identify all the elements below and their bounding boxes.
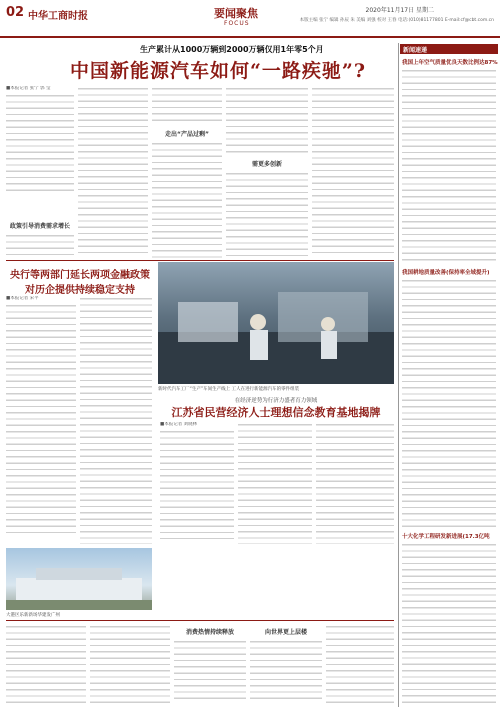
article2-photo-caption: 大港区乐新新场华建发广州	[6, 613, 60, 618]
stadium-image	[6, 548, 152, 610]
lead-subhead-4: 消费热情持续释放	[185, 629, 234, 636]
article2-photo	[6, 548, 152, 610]
article3-column-1	[160, 422, 234, 544]
section-title: 要闻聚焦	[214, 7, 258, 20]
lead-column-4	[226, 86, 308, 258]
page-number: 02	[6, 5, 25, 20]
article3-byline: ■本报记者 刘晓林	[160, 422, 198, 427]
sidebar-item-3-title: 十大化学工程研发新进展(17.3亿吨	[402, 534, 490, 540]
sidebar-item-2-title: 我国耕地质量改善(保持率全域提升)	[402, 270, 490, 276]
section-title-en: FOCUS	[224, 20, 250, 27]
masthead	[0, 0, 500, 38]
article3-headline: 江苏省民营经济人士理想信念教育基地揭牌	[171, 406, 381, 419]
lead-column-1b	[6, 218, 74, 258]
lead-subhead-2: 走出“产品过剩”	[165, 131, 209, 138]
article3-column-2	[238, 422, 312, 544]
lead-subhead-3: 需更多创新	[251, 161, 282, 168]
bottom-column-1	[6, 624, 86, 704]
lead-photo-caption: 新时代汽车工厂“生产”车间生产线上 工人在进行新能源汽车的零件组装	[158, 387, 300, 392]
issue-date: 2020年11月17日 星期二	[365, 7, 434, 14]
bottom-column-3	[174, 624, 246, 704]
article3-column-3	[316, 422, 394, 544]
bottom-divider	[6, 620, 394, 621]
sidebar-item-2-body	[402, 278, 496, 528]
article2-column-2	[80, 296, 152, 544]
lead-subhead-1: 政策引导消费需求增长	[9, 223, 70, 230]
sidebar-item-1-title: 我国上年空气质量优良天数比例达87%	[402, 60, 498, 66]
section-divider	[6, 260, 394, 261]
lead-photo	[158, 262, 394, 384]
lead-kicker: 生产累计从1000万辆到2000万辆仅用1年零5个月	[140, 45, 324, 54]
sidebar-item-3-body	[402, 542, 496, 704]
lead-subhead-5: 向世界更上层楼	[264, 629, 307, 636]
lead-column-3	[152, 86, 222, 258]
lead-column-1	[6, 86, 74, 216]
bottom-column-5	[326, 624, 394, 704]
article3-kicker: 在经济逆势为行济力盛者育力领域	[234, 398, 318, 404]
bottom-column-2	[90, 624, 170, 704]
lead-byline: ■本报记者 张宁 郭 莹	[6, 86, 51, 91]
article2-headline: 央行等两部门延长两项金融政策 对历企提供持续稳定支持	[10, 270, 150, 296]
sidebar-item-1-body	[402, 68, 496, 264]
article2-column-1	[6, 296, 76, 544]
editor-credits: 本版主编 张宁 编辑 孙辰 朱 美编 刘强 校对 王春 电话:(010)81177801 E-mail:cf@cbt.com.cn	[299, 18, 494, 23]
sidebar-title: 新闻速递	[400, 44, 498, 54]
factory-workers-image	[158, 262, 394, 384]
lead-headline: 中国新能源汽车如何“一路疾驰”?	[70, 60, 366, 82]
bottom-column-4	[250, 624, 322, 704]
article2-byline: ■本报记者 宋平	[6, 296, 39, 301]
lead-column-5	[312, 86, 394, 258]
newspaper-name: 中华工商时报	[28, 11, 88, 22]
lead-column-2	[78, 86, 148, 258]
